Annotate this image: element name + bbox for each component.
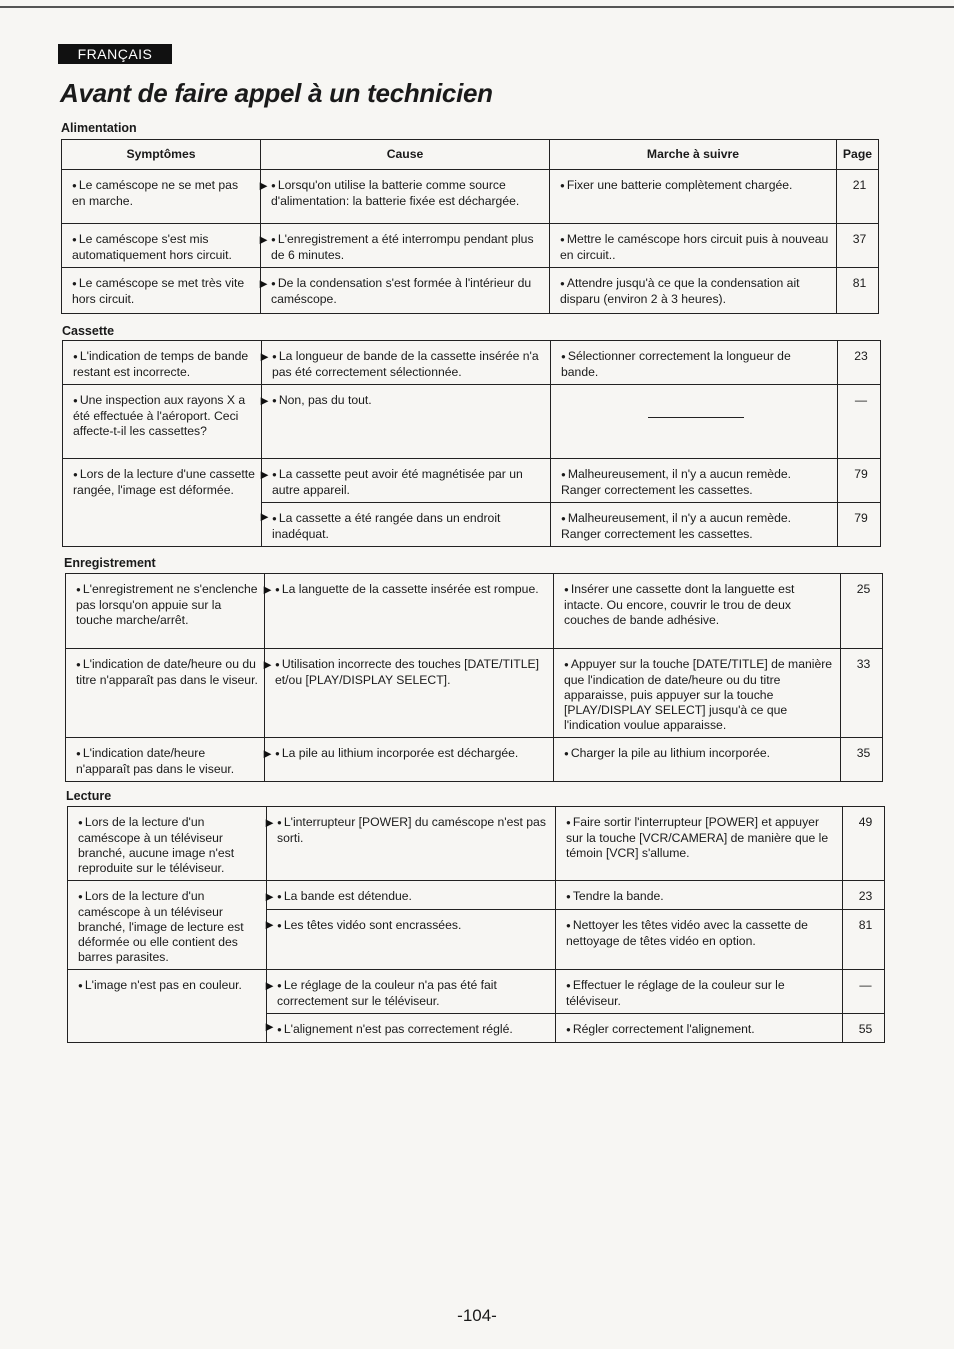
symptom-text: ● L'enregistrement ne s'enclenche pas lorsqu'on appuie sur la touche marche/arrêt. [76, 582, 258, 627]
symptom-cell [66, 649, 274, 738]
cause-cell [262, 385, 551, 459]
symptom-text: ● L'image n'est pas en couleur. [78, 978, 242, 992]
arrow-right-icon: ► [257, 276, 270, 291]
cause-cell [265, 738, 554, 782]
cause-text: ● Utilisation incorrecte des touches [DATE/TITLE] et/ou [PLAY/DISPLAY SELECT]. [275, 657, 539, 687]
header-remedy: Marche à suivre [550, 140, 837, 170]
page-ref: 35 [841, 738, 883, 782]
page-ref: — [843, 970, 885, 1014]
table-row [66, 649, 883, 738]
symptom-text: ● Lors de la lecture d'un caméscope à un téléviseur branché, aucune image n'est reproduite sur le téléviseur. [78, 815, 234, 875]
remedy-cell [556, 807, 843, 881]
arrow-right-icon: ► [257, 232, 270, 247]
page-number: -104- [457, 1306, 497, 1325]
symptom-cell [62, 224, 270, 268]
cause-text: ● La bande est détendue. [277, 889, 412, 903]
arrow-right-icon: ► [261, 746, 274, 761]
cause-cell [261, 224, 550, 268]
page-ref: 81 [837, 268, 879, 314]
remedy-text: ● Insérer une cassette dont la languette est intacte. Ou encore, couvrir le trou de deux couches de bande adhésive. [564, 582, 794, 627]
table-cassette [62, 340, 881, 547]
page-title: Avant de faire appel à un technicien [60, 78, 493, 108]
symptom-cell [66, 738, 274, 782]
page-ref: 79 [838, 459, 881, 503]
cause-text: ● Lorsqu'on utilise la batterie comme source d'alimentation: la batterie fixée est déchargée. [271, 178, 519, 208]
symptom-text: ● Le caméscope ne se met pas en marche. [72, 178, 238, 208]
section-label-cassette: Cassette [62, 324, 115, 338]
cause-text: ● L'enregistrement a été interrompu pendant plus de 6 minutes. [271, 232, 534, 262]
table-row [63, 341, 881, 385]
page-ref: — [838, 385, 881, 459]
page-ref: 21 [837, 170, 879, 224]
remedy-cell [554, 738, 841, 782]
remedy-text: ● Faire sortir l'interrupteur [POWER] et appuyer sur la touche [VCR/CAMERA] de manière que le témoin [VCR] s'allume. [566, 815, 828, 860]
page-ref: 81 [843, 910, 885, 970]
table-row [66, 574, 883, 649]
table-row [68, 881, 885, 910]
remedy-cell [551, 341, 838, 385]
cause-text: ● L'alignement n'est pas correctement réglé. [277, 1022, 513, 1036]
symptom-text: ● L'indication de date/heure ou du titre n'apparaît pas dans le viseur. [76, 657, 258, 687]
cause-text: ● La longueur de bande de la cassette insérée n'a pas été correctement sélectionnée. [272, 349, 539, 379]
symptom-cell [68, 881, 276, 970]
no-remedy-line [648, 417, 744, 418]
table-row [63, 385, 881, 459]
cause-text: ● Le réglage de la couleur n'a pas été fait correctement sur le téléviseur. [277, 978, 497, 1008]
arrow-right-icon: ► [261, 657, 274, 672]
symptom-cell [66, 574, 274, 649]
table-header-row [62, 140, 879, 170]
cause-cell [265, 574, 554, 649]
cause-text: ● De la condensation s'est formée à l'intérieur du caméscope. [271, 276, 531, 306]
symptom-cell [68, 970, 276, 1043]
symptom-text: ● L'indication date/heure n'apparaît pas dans le viseur. [76, 746, 234, 776]
remedy-cell [554, 574, 841, 649]
remedy-text: ● Fixer une batterie complètement chargée. [560, 178, 792, 192]
section-label-recording: Enregistrement [64, 556, 156, 570]
symptom-text: ● Lors de la lecture d'une cassette rangée, l'image est déformée. [73, 467, 255, 497]
page-ref: 23 [843, 881, 885, 910]
cause-cell [267, 970, 556, 1014]
cause-text: ● La cassette a été rangée dans un endroit inadéquat. [272, 511, 500, 541]
table-row [68, 807, 885, 881]
remedy-cell [551, 503, 838, 547]
arrow-right-icon: ► [257, 178, 270, 193]
remedy-text: ● Charger la pile au lithium incorporée. [564, 746, 770, 760]
symptom-cell [62, 170, 270, 224]
symptom-cell [68, 807, 276, 881]
remedy-cell [550, 224, 837, 268]
table-power [61, 139, 879, 314]
table-row [66, 738, 883, 782]
remedy-cell [556, 970, 843, 1014]
arrow-right-icon: ► [258, 349, 271, 364]
remedy-text: ● Malheureusement, il n'y a aucun remède. Ranger correctement les cassettes. [561, 467, 791, 497]
page-ref: 49 [843, 807, 885, 881]
language-tab: FRANÇAIS [58, 44, 172, 64]
remedy-text: ● Appuyer sur la touche [DATE/TITLE] de manière que l'indication de date/heure ou du titre apparaisse, puis appuyer sur la touche [PLAY/DISPLAY SELECT] jusqu'à ce que l'indication voulue apparaisse. [564, 657, 832, 732]
remedy-cell [556, 1014, 843, 1043]
cause-cell [261, 268, 550, 314]
cause-cell [267, 807, 556, 881]
remedy-text: ● Tendre la bande. [566, 889, 664, 903]
symptom-cell [63, 459, 271, 547]
page-ref: 55 [843, 1014, 885, 1043]
remedy-cell [550, 170, 837, 224]
cause-cell [262, 341, 551, 385]
cause-text: ● Non, pas du tout. [272, 393, 372, 407]
cause-cell [262, 503, 551, 547]
cause-cell [261, 170, 550, 224]
remedy-text: ● Malheureusement, il n'y a aucun remède. Ranger correctement les cassettes. [561, 511, 791, 541]
section-label-playback: Lecture [66, 789, 112, 803]
arrow-right-icon: ► [263, 1019, 276, 1034]
page-ref: 33 [841, 649, 883, 738]
arrow-right-icon: ► [258, 393, 271, 408]
symptom-text: ● L'indication de temps de bande restant est incorrecte. [73, 349, 248, 379]
cause-text: ● La languette de la cassette insérée est rompue. [275, 582, 539, 596]
table-recording [65, 573, 883, 782]
cause-cell [262, 459, 551, 503]
arrow-right-icon: ► [261, 582, 274, 597]
arrow-right-icon: ► [263, 889, 276, 904]
page-ref: 79 [838, 503, 881, 547]
cause-text: ● La cassette peut avoir été magnétisée par un autre appareil. [272, 467, 523, 497]
remedy-text: ● Effectuer le réglage de la couleur sur le téléviseur. [566, 978, 785, 1008]
header-page: Page [837, 140, 879, 170]
remedy-cell [556, 910, 843, 970]
table-row [68, 970, 885, 1014]
arrow-right-icon: ► [258, 467, 271, 482]
arrow-right-icon: ► [263, 978, 276, 993]
top-rule [0, 6, 954, 8]
symptom-text: ● Une inspection aux rayons X a été effectuée à l'aéroport. Ceci affecte-t-il les cassettes? [73, 393, 245, 438]
remedy-cell [554, 649, 841, 738]
page-ref: 37 [837, 224, 879, 268]
remedy-text: ● Nettoyer les têtes vidéo avec la cassette de nettoyage de têtes vidéo en option. [566, 918, 808, 948]
header-symptoms: Symptômes [62, 140, 261, 170]
cause-cell [265, 649, 554, 738]
symptom-text: ● Le caméscope s'est mis automatiquement hors circuit. [72, 232, 232, 262]
table-row [62, 268, 879, 314]
symptom-text: ● Lors de la lecture d'un caméscope à un téléviseur branché, l'image de lecture est déformée ou elle contient des barres parasites. [78, 889, 244, 964]
remedy-text: ● Attendre jusqu'à ce que la condensation ait disparu (environ 2 à 3 heures). [560, 276, 800, 306]
symptom-cell [62, 268, 270, 314]
page-ref: 25 [841, 574, 883, 649]
section-label-power: Alimentation [61, 121, 137, 135]
arrow-right-icon: ► [263, 815, 276, 830]
cause-text: ● La pile au lithium incorporée est déchargée. [275, 746, 518, 760]
cause-cell [267, 881, 556, 910]
arrow-right-icon: ► [258, 509, 271, 524]
symptom-cell [63, 385, 271, 459]
table-row [63, 459, 881, 503]
remedy-cell [551, 385, 838, 459]
remedy-cell [550, 268, 837, 314]
arrow-right-icon: ► [263, 917, 276, 932]
cause-text: ● Les têtes vidéo sont encrassées. [277, 918, 461, 932]
cause-cell [267, 910, 556, 970]
remedy-cell [551, 459, 838, 503]
table-row [62, 170, 879, 224]
symptom-cell [63, 341, 271, 385]
header-cause: Cause [261, 140, 550, 170]
cause-cell [267, 1014, 556, 1043]
page-ref: 23 [838, 341, 881, 385]
remedy-text: ● Régler correctement l'alignement. [566, 1022, 755, 1036]
remedy-cell [556, 881, 843, 910]
table-playback [67, 806, 885, 1043]
table-row [62, 224, 879, 268]
remedy-text: ● Sélectionner correctement la longueur de bande. [561, 349, 791, 379]
remedy-text: ● Mettre le caméscope hors circuit puis à nouveau en circuit.. [560, 232, 828, 262]
symptom-text: ● Le caméscope se met très vite hors circuit. [72, 276, 244, 306]
cause-text: ● L'interrupteur [POWER] du caméscope n'est pas sorti. [277, 815, 546, 845]
